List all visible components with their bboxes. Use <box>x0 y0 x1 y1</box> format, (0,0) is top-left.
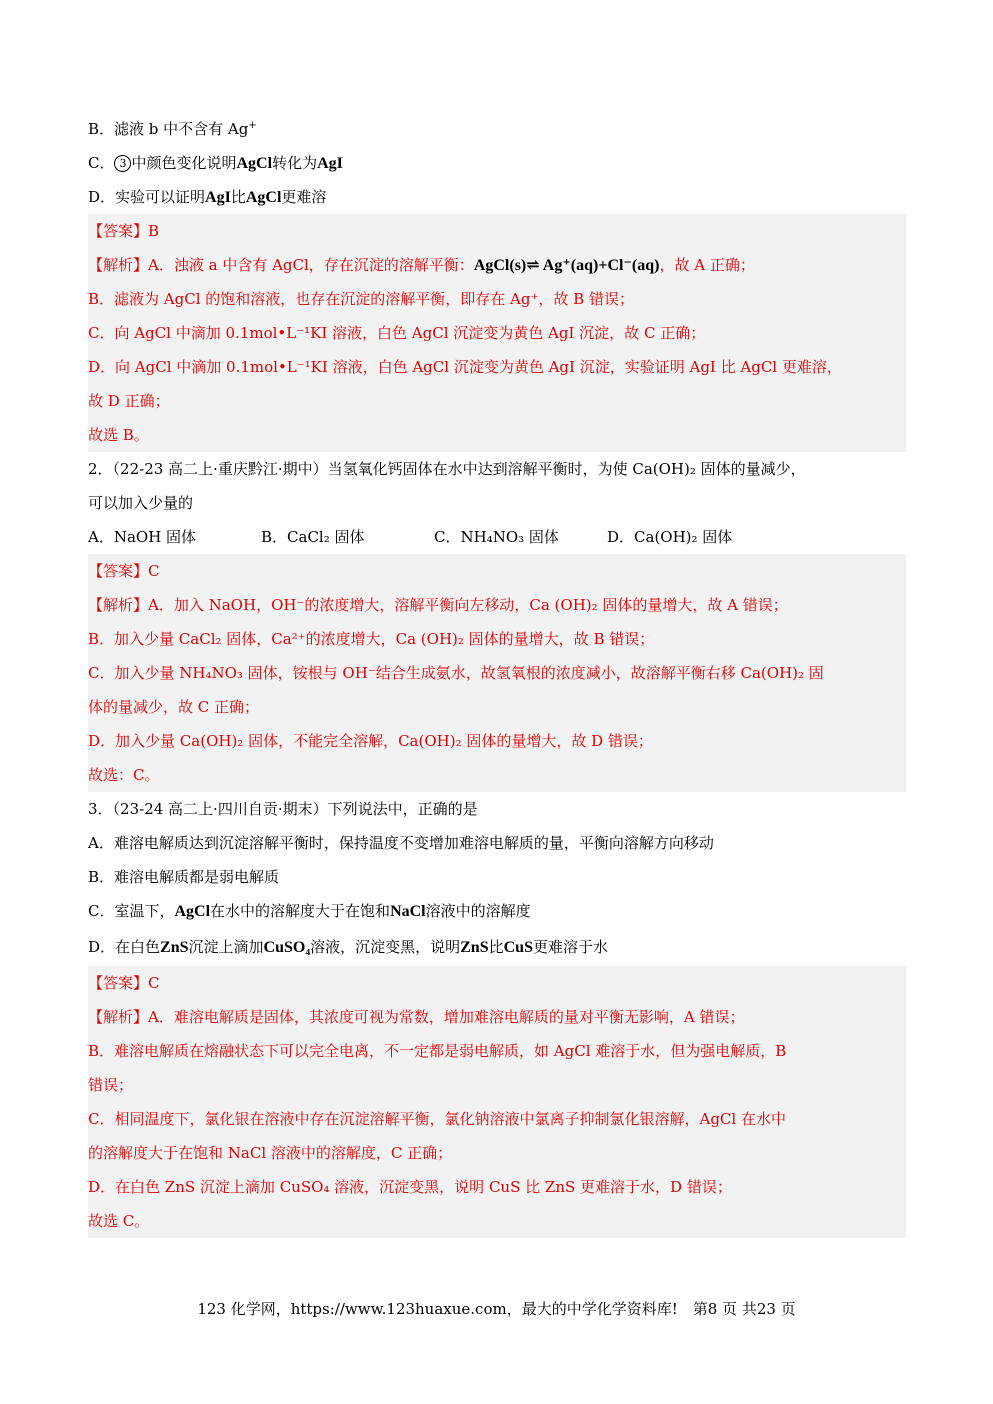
q1-answer: 【答案】B <box>88 222 160 240</box>
q3-option-c-mid: 在水中的溶解度大于在饱和 <box>210 902 391 920</box>
q2-explanation-b: B．加入少量 CaCl₂ 固体，Ca²⁺的浓度增大，Ca (OH)₂ 固体的量增大，故 B 错误； <box>88 630 655 648</box>
circled-number: 3 <box>114 155 131 172</box>
q1-option-b <box>88 112 906 146</box>
q3-explanation-b-1: B．难溶电解质在熔融状态下可以完全电离，不一定都是弱电解质，如 AgCl 难溶于水，但为强电解质，B <box>88 1042 787 1060</box>
q3-conclusion: 故选 C。 <box>88 1212 150 1230</box>
q2-stem-2: 可以加入少量的 <box>88 494 194 512</box>
q1-option-d-mid: 比 <box>230 188 246 206</box>
q1-conclusion: 故选 B。 <box>88 426 149 444</box>
q2-option-d: D．Ca(OH)₂ 固体 <box>607 528 733 546</box>
q1-option-d <box>88 180 906 214</box>
q3-option-c <box>88 894 906 928</box>
q3-option-d-mid3: 比 <box>488 938 504 956</box>
q3-answer: 【答案】C <box>88 974 160 992</box>
q2-explanation-c-2: 体的量减少，故 C 正确； <box>88 698 260 716</box>
explanation-head: 【解析】 <box>88 256 149 274</box>
formula: ZnS <box>160 939 189 956</box>
q3-option-d <box>88 928 906 966</box>
formula: NaCl <box>390 903 426 920</box>
q3-exp-a-text: A．难溶电解质是固体，其浓度可视为常数，增加难溶电解质的量对平衡无影响，A 错误； <box>148 1008 745 1026</box>
q1-explanation-d-1: D．向 AgCl 中滴加 0.1mol•L⁻¹KI 溶液，白色 AgCl 沉淀变为黄色 AgI 沉淀，实验证明 AgI 比 AgCl 更难溶， <box>88 358 842 376</box>
q1-explanation-d-2: 故 D 正确； <box>88 392 170 410</box>
q2-conclusion: 故选：C。 <box>88 766 160 784</box>
q1-option-d-prefix: D．实验可以证明 <box>88 188 206 206</box>
q3-option-b: B．难溶电解质都是弱电解质 <box>88 868 280 886</box>
q1-explanation-b: B．滤液为 AgCl 的饱和溶液，也存在沉淀的溶解平衡，即存在 Ag⁺，故 B 错误； <box>88 290 634 308</box>
q3-answer-block <box>88 966 906 1238</box>
q3-explanation-c-1: C．相同温度下，氯化银在溶液中存在沉淀溶解平衡，氯化钠溶液中氯离子抑制氯化银溶解，AgCl 在水中 <box>88 1110 786 1128</box>
q2-option-c: C．NH₄NO₃ 固体 <box>434 528 559 546</box>
formula: ZnS <box>460 939 489 956</box>
q1-option-c-prefix: C． <box>88 154 115 172</box>
formula: AgCl <box>174 903 211 920</box>
q2-options <box>88 520 906 554</box>
formula: CuS <box>503 939 533 956</box>
q1-exp-a-prefix: A．浊液 a 中含有 AgCl，存在沉淀的溶解平衡： <box>148 256 474 274</box>
q3-option-a: A．难溶电解质达到沉淀溶解平衡时，保持温度不变增加难溶电解质的量，平衡向溶解方向移动 <box>88 834 714 852</box>
q1-answer-block <box>88 214 906 452</box>
q1-explanation-a <box>88 248 906 282</box>
q2-exp-a-text: A．加入 NaOH，OH⁻的浓度增大，溶解平衡向左移动，Ca (OH)₂ 固体的量增大，故 A 错误； <box>148 596 788 614</box>
formula: CuSO₄ <box>263 939 311 956</box>
q2-explanation-a <box>88 588 906 622</box>
q2-answer: 【答案】C <box>88 562 160 580</box>
q2-explanation-d: D．加入少量 Ca(OH)₂ 固体，不能完全溶解，Ca(OH)₂ 固体的量增大，故 D 错误； <box>88 732 653 750</box>
q1-explanation-c: C．向 AgCl 中滴加 0.1mol•L⁻¹KI 溶液，白色 AgCl 沉淀变为黄色 AgI 沉淀，故 C 正确； <box>88 324 706 342</box>
q1-option-d-post: 更难溶 <box>281 188 327 206</box>
q1-option-b-sup: + <box>248 120 257 131</box>
formula: AgI <box>317 155 343 172</box>
explanation-head: 【解析】 <box>88 1008 149 1026</box>
q3-option-d-post: 更难溶于水 <box>532 938 608 956</box>
q3-option-d-mid2: 溶液，沉淀变黑，说明 <box>310 938 461 956</box>
q2-option-b: B．CaCl₂ 固体 <box>261 528 365 546</box>
q2-stem-1: 2．（22-23 高二上·重庆黔江·期中）当氢氧化钙固体在水中达到溶解平衡时，为使 Ca(OH)₂ 固体的量减少， <box>88 460 806 478</box>
q1-option-c-mid2: 转化为 <box>272 154 318 172</box>
q1-option-c <box>88 146 906 180</box>
page-footer: 123 化学网，https://www.123huaxue.com，最大的中学化学资料库! 第8 页 共23 页 <box>197 1300 796 1318</box>
q2-answer-block <box>88 554 906 792</box>
q3-option-c-prefix: C．室温下， <box>88 902 175 920</box>
q3-explanation-b-2: 错误； <box>88 1076 134 1094</box>
formula: AgCl <box>236 155 273 172</box>
q3-option-d-mid: 沉淀上滴加 <box>188 938 264 956</box>
q1-exp-a-post: ，故 A 正确； <box>659 256 755 274</box>
formula: AgI <box>205 189 231 206</box>
q3-stem: 3．（23-24 高二上·四川自贡·期末）下列说法中，正确的是 <box>88 800 478 818</box>
q1-option-c-mid: 中颜色变化说明 <box>131 154 237 172</box>
q3-option-d-prefix: D．在白色 <box>88 938 161 956</box>
formula: AgCl <box>245 189 282 206</box>
explanation-head: 【解析】 <box>88 596 149 614</box>
q3-explanation-a <box>88 1000 906 1034</box>
q3-explanation-c-2: 的溶解度大于在饱和 NaCl 溶液中的溶解度，C 正确； <box>88 1144 453 1162</box>
q3-explanation-d: D．在白色 ZnS 沉淀上滴加 CuSO₄ 溶液，沉淀变黑，说明 CuS 比 ZnS 更难溶于水，D 错误； <box>88 1178 732 1196</box>
document-body <box>88 112 906 1238</box>
q2-explanation-c-1: C．加入少量 NH₄NO₃ 固体，铵根与 OH⁻结合生成氨水，故氢氧根的浓度减小，故溶解平衡右移 Ca(OH)₂ 固 <box>88 664 824 682</box>
equilibrium-equation: AgCl(s)⇌ Ag⁺(aq)+Cl⁻(aq) <box>473 257 660 274</box>
q2-option-a: A．NaOH 固体 <box>88 528 197 546</box>
q3-option-c-post: 溶液中的溶解度 <box>425 902 531 920</box>
q1-option-b-text: B．滤液 b 中不含有 Ag <box>88 120 249 138</box>
